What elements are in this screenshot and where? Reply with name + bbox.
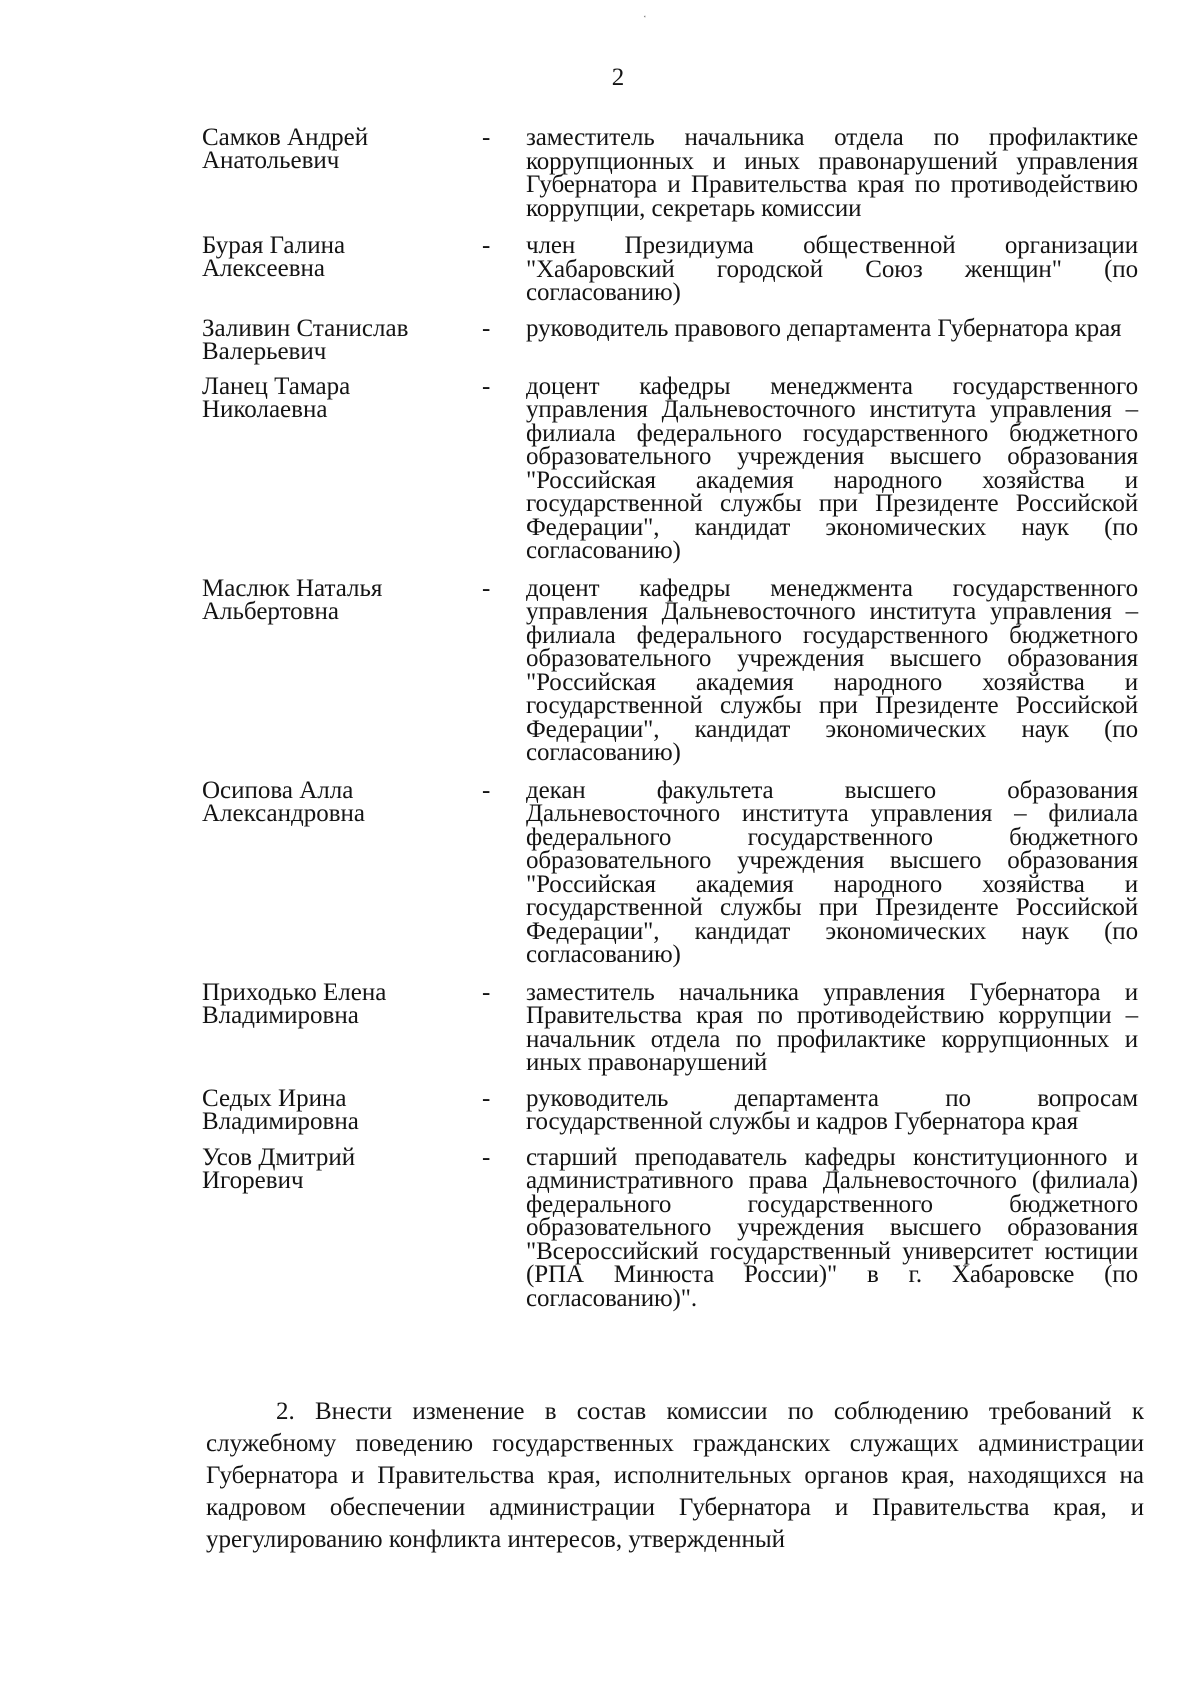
- member-role: руководитель департамента по вопросам государственной службы и кадров Губернатора края: [526, 1084, 1138, 1135]
- member-name: [202, 1143, 482, 1194]
- member-role: член Президиума общественной организации "Хабаровский городской Союз женщин" (по согласованию): [526, 232, 1138, 306]
- member-role: декан факультета высшего образования Дальневосточного института управления – филиала федерального государственного бюджетного образовательного учреждения высшего образования "Российская академия народного хозяйства и государственной службы при Президенте Российской Федерации", кандидат экономических наук (по согласованию): [526, 776, 1138, 968]
- member-surname-given: Усов Дмитрий: [202, 1143, 356, 1171]
- dash-separator: -: [482, 978, 491, 1006]
- commission-member-list: [202, 126, 1138, 1320]
- member-name: [202, 776, 482, 827]
- dash-separator: -: [482, 776, 491, 804]
- member-name: [202, 234, 482, 280]
- member-surname-given: Маслюк Наталья: [202, 574, 383, 602]
- member-entry: [202, 234, 1138, 305]
- dash-separator: -: [482, 372, 491, 400]
- member-entry: [202, 1143, 1138, 1312]
- member-name: [202, 372, 482, 423]
- member-entry: [202, 776, 1138, 968]
- member-patronymic: Владимировна: [202, 1001, 359, 1029]
- dash-separator: -: [482, 314, 491, 342]
- member-entry: [202, 314, 1138, 365]
- dash-separator: -: [482, 232, 491, 259]
- member-surname-given: Приходько Елена: [202, 978, 387, 1006]
- member-name: [202, 1084, 482, 1135]
- dash-separator: -: [482, 1084, 491, 1112]
- member-surname-given: Седых Ирина: [202, 1084, 347, 1112]
- member-name: [202, 314, 482, 365]
- member-patronymic: Владимировна: [202, 1107, 359, 1135]
- member-patronymic: Валерьевич: [202, 337, 327, 365]
- dash-separator: -: [482, 124, 491, 151]
- member-role: заместитель начальника управления Губернатора и Правительства края по противодействию коррупции – начальник отдела по профилактике коррупционных и иных правонарушений: [526, 978, 1138, 1076]
- member-entry: [202, 978, 1138, 1076]
- member-surname-given: Самков Андрей: [202, 124, 369, 151]
- dash-separator: -: [482, 574, 491, 602]
- member-surname-given: Ланец Тамара: [202, 372, 351, 400]
- member-role: доцент кафедры менеджмента государственного управления Дальневосточного института управления – филиала федерального государственного бюджетного образовательного учреждения высшего образования "Российская академия народного хозяйства и государственной службы при Президенте Российской Федерации", кандидат экономических наук (по согласованию): [526, 372, 1138, 564]
- member-patronymic: Николаевна: [202, 395, 328, 423]
- scan-artifact: ⸼: [644, 7, 647, 18]
- member-patronymic: Анатольевич: [202, 147, 340, 174]
- member-role: старший преподаватель кафедры конституционного и административного права Дальневосточного (филиала) федерального государственного бюджетного образовательного учреждения высшего образования "Всероссийский государственный университет юстиции (РПА Минюста России)" в г. Хабаровске (по согласованию)".: [526, 1143, 1138, 1312]
- member-entry: [202, 372, 1138, 564]
- page-number: 2: [611, 64, 625, 91]
- member-surname-given: Заливин Станислав: [202, 314, 409, 342]
- member-name: [202, 574, 482, 625]
- member-entry: [202, 126, 1138, 220]
- member-entry: [202, 1084, 1138, 1135]
- member-surname-given: Бурая Галина: [202, 232, 346, 259]
- member-surname-given: Осипова Алла: [202, 776, 354, 804]
- member-role: руководитель правового департамента Губернатора края: [526, 314, 1122, 342]
- member-name: [202, 978, 482, 1029]
- member-patronymic: Игоревич: [202, 1166, 304, 1194]
- dash-separator: -: [482, 1143, 491, 1171]
- body-paragraph: 2. Внести изменение в состав комиссии по соблюдению требований к служебному поведению государственных гражданских служащих администрации Губернатора и Правительства края, исполнительных органов края, находящихся на кадровом обеспечении администрации Губернатора и Правительства края, и урегулированию конфликта интересов, утвержденный: [206, 1398, 1144, 1553]
- member-entry: [202, 574, 1138, 766]
- member-role: доцент кафедры менеджмента государственного управления Дальневосточного института управления – филиала федерального государственного бюджетного образовательного учреждения высшего образования "Российская академия народного хозяйства и государственной службы при Президенте Российской Федерации", кандидат экономических наук (по согласованию): [526, 574, 1138, 766]
- member-role: заместитель начальника отдела по профилактике коррупционных и иных правонарушений управления Губернатора и Правительства края по противодействию коррупции, секретарь комиссии: [526, 124, 1138, 222]
- member-patronymic: Альбертовна: [202, 597, 339, 625]
- member-patronymic: Алексеевна: [202, 255, 326, 282]
- member-patronymic: Александровна: [202, 799, 366, 827]
- member-name: [202, 126, 482, 172]
